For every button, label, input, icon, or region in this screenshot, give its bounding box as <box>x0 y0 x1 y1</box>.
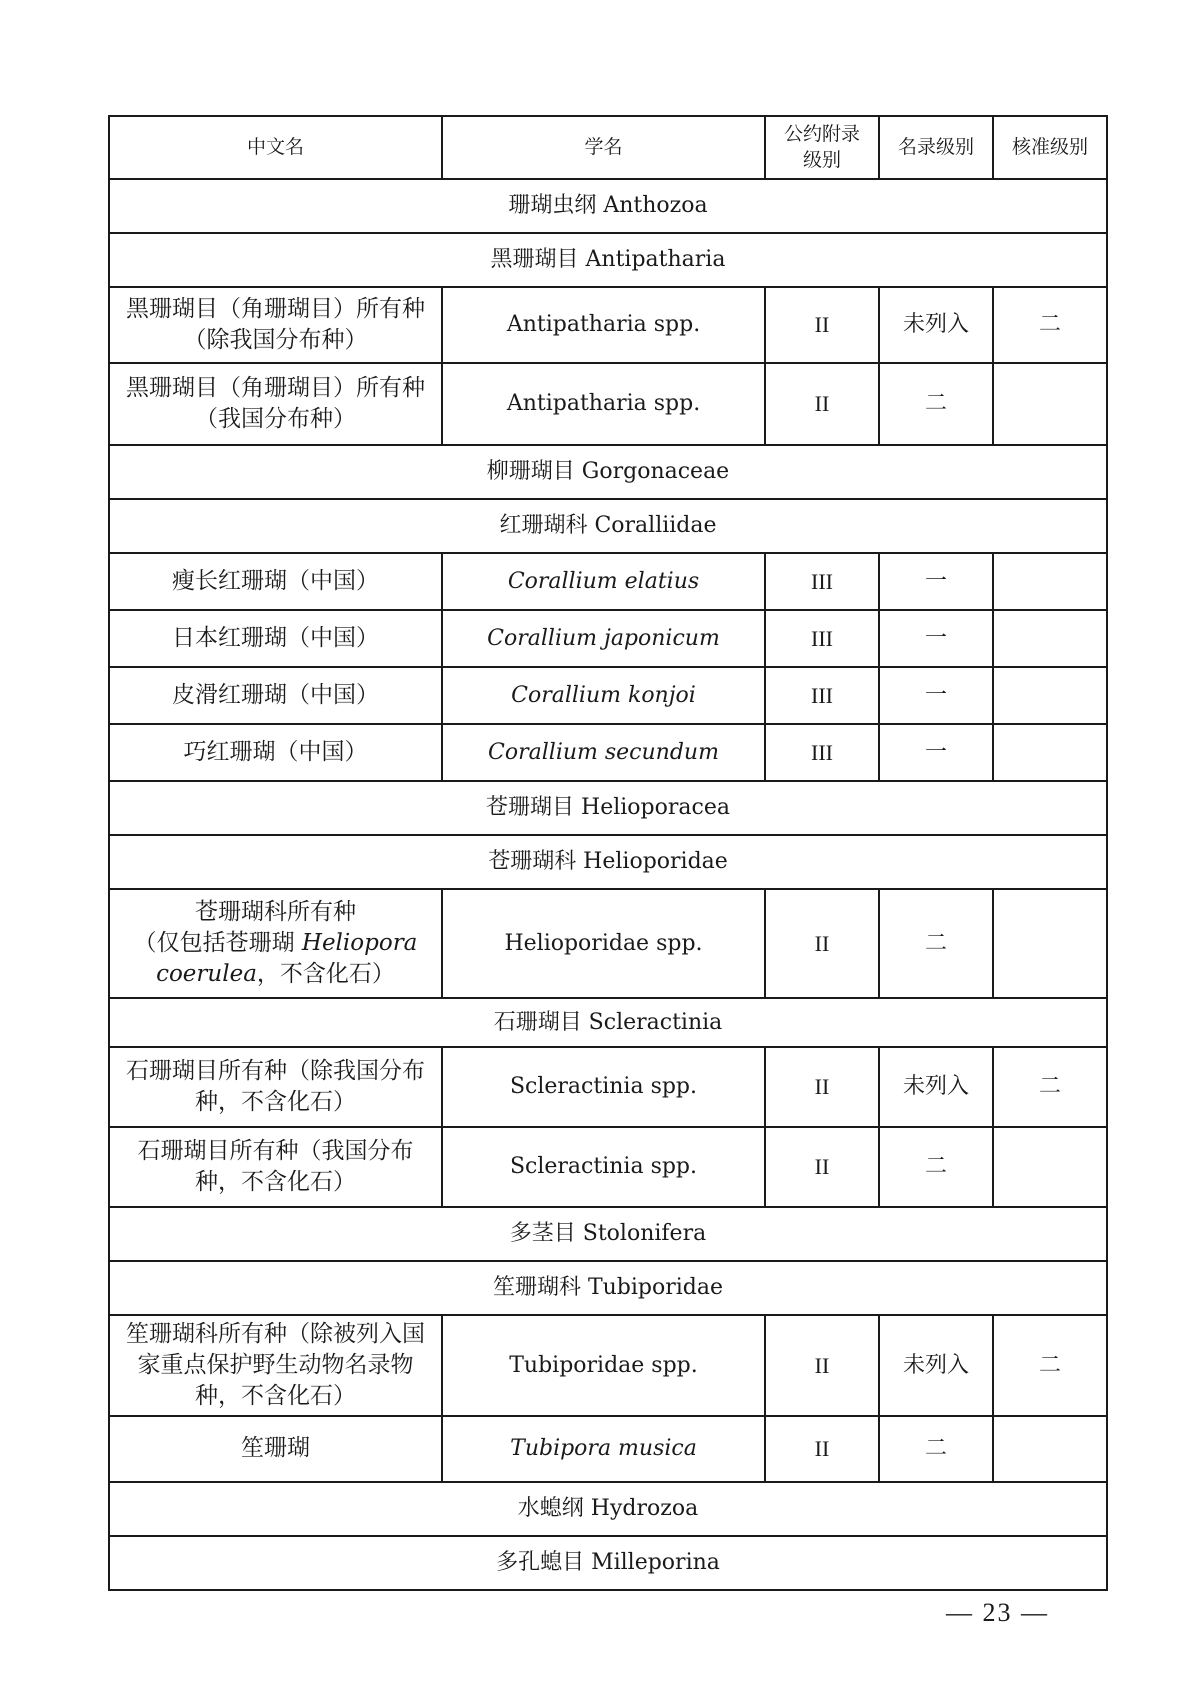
chinese-name-cell: 石珊瑚目所有种（我国分布种，不含化石） <box>109 1127 442 1207</box>
section-row <box>109 1261 1107 1315</box>
section-row <box>109 499 1107 553</box>
approved-level-cell <box>993 1127 1107 1207</box>
list-level-cell: 二 <box>879 889 993 998</box>
section-title: 黑珊瑚目 Antipatharia <box>109 233 1107 287</box>
header-row <box>109 116 1107 179</box>
chinese-name-line: 苍珊瑚科所有种 <box>195 898 356 925</box>
section-row <box>109 1207 1107 1261</box>
list-level-cell: 一 <box>879 667 993 724</box>
chinese-name-cell: 日本红珊瑚（中国） <box>109 610 442 667</box>
section-title: 珊瑚虫纲 Anthozoa <box>109 179 1107 233</box>
list-level-cell: 未列入 <box>879 1315 993 1416</box>
scientific-name-cell: Corallium secundum <box>442 724 765 781</box>
scientific-name-cell: Scleractinia spp. <box>442 1047 765 1127</box>
appendix-cell: III <box>765 724 879 781</box>
chinese-name-line: ，不含化石） <box>256 961 395 988</box>
table-row <box>109 1416 1107 1482</box>
section-row <box>109 998 1107 1047</box>
list-level-cell: 未列入 <box>879 287 993 363</box>
appendix-cell: III <box>765 610 879 667</box>
appendix-cell: II <box>765 287 879 363</box>
appendix-cell: III <box>765 553 879 610</box>
chinese-name-cell <box>109 889 442 998</box>
section-title: 多茎目 Stolonifera <box>109 1207 1107 1261</box>
scientific-genus-text: Heliopora <box>301 929 418 956</box>
approved-level-cell <box>993 889 1107 998</box>
scientific-name-cell: Scleractinia spp. <box>442 1127 765 1207</box>
approved-level-cell: 二 <box>993 287 1107 363</box>
header-chinese-name: 中文名 <box>109 116 442 179</box>
section-row <box>109 1482 1107 1536</box>
list-level-cell: 一 <box>879 553 993 610</box>
scientific-name-cell: Antipatharia spp. <box>442 363 765 445</box>
scientific-name-cell: Antipatharia spp. <box>442 287 765 363</box>
scientific-name-cell: Corallium japonicum <box>442 610 765 667</box>
chinese-name-cell: 笙珊瑚 <box>109 1416 442 1482</box>
scientific-name-cell: Helioporidae spp. <box>442 889 765 998</box>
scientific-species-text: coerulea <box>156 961 257 988</box>
approved-level-cell <box>993 363 1107 445</box>
header-list-level: 名录级别 <box>879 116 993 179</box>
section-title: 苍珊瑚科 Helioporidae <box>109 835 1107 889</box>
appendix-cell: II <box>765 363 879 445</box>
approved-level-cell <box>993 610 1107 667</box>
appendix-cell: II <box>765 1315 879 1416</box>
approved-level-cell <box>993 553 1107 610</box>
section-row <box>109 179 1107 233</box>
table-row <box>109 287 1107 363</box>
table-row <box>109 610 1107 667</box>
table-row <box>109 1047 1107 1127</box>
section-title: 笙珊瑚科 Tubiporidae <box>109 1261 1107 1315</box>
list-level-cell: 二 <box>879 1416 993 1482</box>
section-title: 水螅纲 Hydrozoa <box>109 1482 1107 1536</box>
approved-level-cell: 二 <box>993 1047 1107 1127</box>
approved-level-cell <box>993 1416 1107 1482</box>
table-row <box>109 363 1107 445</box>
chinese-name-cell: 黑珊瑚目（角珊瑚目）所有种（我国分布种） <box>109 363 442 445</box>
section-row <box>109 781 1107 835</box>
scientific-name-cell: Corallium konjoi <box>442 667 765 724</box>
list-level-cell: 一 <box>879 724 993 781</box>
section-row <box>109 445 1107 499</box>
appendix-cell: II <box>765 1416 879 1482</box>
chinese-name-cell: 笙珊瑚科所有种（除被列入国家重点保护野生动物名录物种，不含化石） <box>109 1315 442 1416</box>
chinese-name-cell: 黑珊瑚目（角珊瑚目）所有种（除我国分布种） <box>109 287 442 363</box>
section-row <box>109 233 1107 287</box>
table-row <box>109 667 1107 724</box>
chinese-name-cell: 瘦长红珊瑚（中国） <box>109 553 442 610</box>
header-scientific-name: 学名 <box>442 116 765 179</box>
section-row <box>109 1536 1107 1590</box>
section-row <box>109 835 1107 889</box>
appendix-cell: II <box>765 1127 879 1207</box>
table-row <box>109 889 1107 998</box>
list-level-cell: 二 <box>879 363 993 445</box>
header-appendix-level: 公约附录级别 <box>765 116 879 179</box>
section-title: 红珊瑚科 Coralliidae <box>109 499 1107 553</box>
page-number: — 23 — <box>946 1598 1049 1627</box>
table-row <box>109 553 1107 610</box>
header-approved-level: 核准级别 <box>993 116 1107 179</box>
approved-level-cell <box>993 667 1107 724</box>
chinese-name-line: （仅包括苍珊瑚 <box>133 929 302 956</box>
scientific-name-cell: Corallium elatius <box>442 553 765 610</box>
scientific-name-cell: Tubiporidae spp. <box>442 1315 765 1416</box>
approved-level-cell <box>993 724 1107 781</box>
chinese-name-cell: 巧红珊瑚（中国） <box>109 724 442 781</box>
table-row <box>109 1315 1107 1416</box>
list-level-cell: 一 <box>879 610 993 667</box>
list-level-cell: 未列入 <box>879 1047 993 1127</box>
section-title: 柳珊瑚目 Gorgonaceae <box>109 445 1107 499</box>
approved-level-cell: 二 <box>993 1315 1107 1416</box>
appendix-cell: II <box>765 1047 879 1127</box>
chinese-name-cell: 皮滑红珊瑚（中国） <box>109 667 442 724</box>
species-table <box>108 115 1108 1591</box>
appendix-cell: II <box>765 889 879 998</box>
table-row <box>109 724 1107 781</box>
section-title: 多孔螅目 Milleporina <box>109 1536 1107 1590</box>
list-level-cell: 二 <box>879 1127 993 1207</box>
scientific-name-cell: Tubipora musica <box>442 1416 765 1482</box>
chinese-name-cell: 石珊瑚目所有种（除我国分布种，不含化石） <box>109 1047 442 1127</box>
appendix-cell: III <box>765 667 879 724</box>
table-row <box>109 1127 1107 1207</box>
section-title: 苍珊瑚目 Helioporacea <box>109 781 1107 835</box>
section-title: 石珊瑚目 Scleractinia <box>109 998 1107 1047</box>
